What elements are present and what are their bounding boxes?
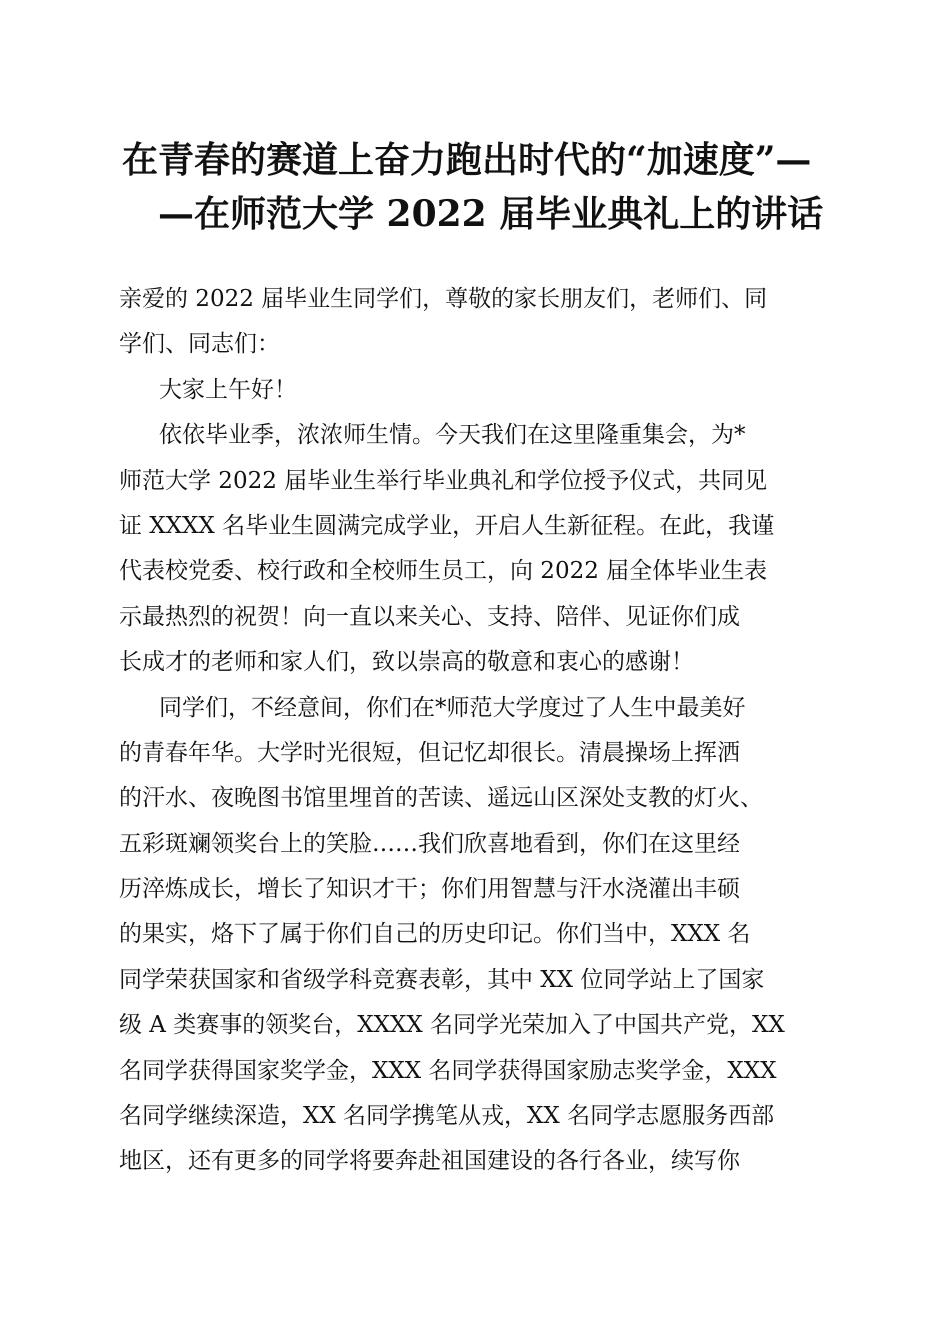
paragraph-2-line-1: 同学们，不经意间，你们在*师范大学度过了人生中最美好 <box>159 694 746 721</box>
title-line-2: —在师范大学 2022 届毕业典礼上的讲话 <box>158 193 824 235</box>
paragraph-1-line-1: 依依毕业季，浓浓师生情。今天我们在这里隆重集会，为* <box>159 422 746 449</box>
title-line-1: 在青春的赛道上奋力跑出时代的“加速度”— <box>122 139 812 181</box>
paragraph-1-line-3: 证 XXXX 名毕业生圆满完成学业，开启人生新征程。在此，我谨 <box>119 512 775 539</box>
paragraph-2-line-10: 名同学继续深造，XX 名同学携笔从戎，XX 名同学志愿服务西部 <box>119 1103 775 1130</box>
greeting-line: 大家上午好！ <box>159 376 297 403</box>
paragraph-2-line-8: 级 A 类赛事的领奖台，XXXX 名同学光荣加入了中国共产党，XX <box>119 1012 785 1039</box>
paragraph-2-line-7: 同学荣获国家和省级学科竞赛表彰，其中 XX 位同学站上了国家 <box>119 966 765 993</box>
paragraph-2-line-6: 的果实，烙下了属于你们自己的历史印记。你们当中，XXX 名 <box>119 921 751 948</box>
paragraph-2-line-2: 的青春年华。大学时光很短，但记忆却很长。清晨操场上挥洒 <box>119 739 740 766</box>
paragraph-2-line-9: 名同学获得国家奖学金，XXX 名同学获得国家励志奖学金，XXX <box>119 1057 777 1084</box>
paragraph-2-line-11: 地区，还有更多的同学将要奔赴祖国建设的各行各业，续写你 <box>119 1148 740 1175</box>
paragraph-2-line-4: 五彩斑斓领奖台上的笑脸……我们欣喜地看到，你们在这里经 <box>119 830 740 857</box>
paragraph-1-line-5: 示最热烈的祝贺！向一直以来关心、支持、陪伴、见证你们成 <box>119 603 740 630</box>
paragraph-1-line-4: 代表校党委、校行政和全校师生员工，向 2022 届全体毕业生表 <box>119 558 768 585</box>
salutation-line-1: 亲爱的 2022 届毕业生同学们，尊敬的家长朋友们，老师们、同 <box>119 286 768 312</box>
paragraph-2-line-3: 的汗水、夜晚图书馆里埋首的苦读、遥远山区深处支教的灯火、 <box>119 785 763 812</box>
paragraph-2-line-5: 历淬炼成长，增长了知识才干；你们用智慧与汗水浇灌出丰硕 <box>119 876 740 903</box>
salutation-line-2: 学们、同志们： <box>119 331 280 358</box>
paragraph-1-line-6: 长成才的老师和家人们，致以崇高的敬意和衷心的感谢！ <box>119 649 694 676</box>
document-title <box>110 133 840 241</box>
document-body <box>119 277 839 1185</box>
paragraph-1-line-2: 师范大学 2022 届毕业生举行毕业典礼和学位授予仪式，共同见 <box>119 467 768 494</box>
